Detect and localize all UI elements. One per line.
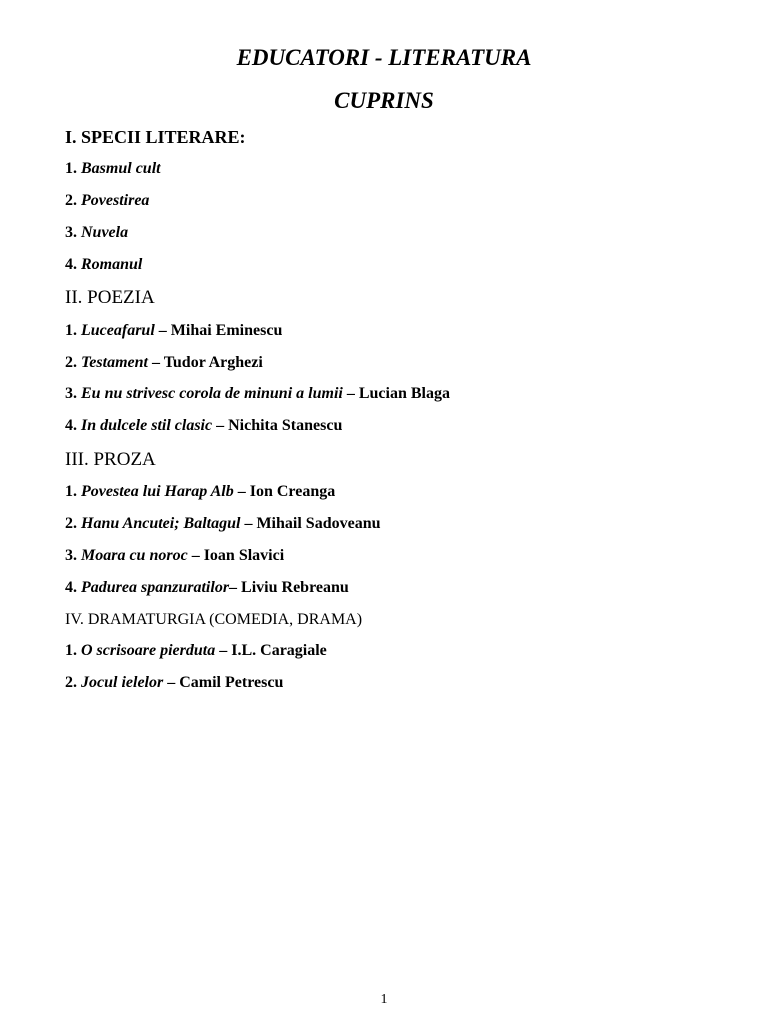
item-work: O scrisoare pierduta [81,642,216,659]
item-separator: – [147,354,164,371]
item-number: 4. [65,579,77,596]
item-work: Eu nu strivesc corola de minuni a lumii [81,385,343,402]
item-work: Povestirea [81,192,150,209]
item-author: Liviu Rebreanu [241,579,349,596]
item-number: 3. [65,224,77,241]
item-work: Jocul ielelor [81,674,164,691]
item-number: 2. [65,674,77,691]
section-heading-specii: I. SPECII LITERARE: [65,127,246,147]
item-separator: – [154,322,171,339]
item-work: Hanu Ancutei; Baltagul [81,515,241,532]
item-author: Ion Creanga [249,483,336,500]
item-author: I.L. Caragiale [231,642,327,659]
item-work: Povestea lui Harap Alb [81,483,234,500]
list-item [65,191,149,211]
item-author: Camil Petrescu [179,674,284,691]
item-number: 2. [65,354,77,371]
item-separator: – [240,515,257,532]
item-author: Tudor Arghezi [163,354,263,371]
list-item [65,353,263,373]
list-item [65,384,450,404]
list-item [65,673,283,693]
list-item [65,482,335,502]
item-separator: – [229,579,242,596]
item-number: 1. [65,642,77,659]
item-number: 4. [65,417,77,434]
item-number: 1. [65,160,77,177]
item-number: 1. [65,322,77,339]
section-heading-poezia: II. POEZIA [65,287,155,308]
item-number: 2. [65,192,77,209]
item-work: Padurea spanzuratilor [81,579,230,596]
item-separator: – [187,547,204,564]
item-author: Lucian Blaga [358,385,450,402]
item-separator: – [212,417,229,434]
item-separator: – [233,483,250,500]
list-item [65,578,349,598]
item-number: 4. [65,256,77,273]
item-work: Luceafarul [81,322,155,339]
list-item [65,255,142,275]
item-number: 3. [65,385,77,402]
item-work: Romanul [81,256,143,273]
list-item [65,321,282,341]
item-number: 2. [65,515,77,532]
section-heading-dramaturgia: IV. DRAMATURGIA (COMEDIA, DRAMA) [65,611,363,628]
item-author: Mihail Sadoveanu [256,515,381,532]
item-number: 1. [65,483,77,500]
item-author: Nichita Stanescu [228,417,343,434]
list-item [65,223,128,243]
list-item [65,416,342,436]
item-number: 3. [65,547,77,564]
list-item [65,159,161,179]
page-number: 1 [380,992,388,1007]
item-work: Nuvela [81,224,129,241]
list-item [65,514,380,534]
item-work: Basmul cult [81,160,161,177]
item-separator: – [342,385,359,402]
item-author: Mihai Eminescu [170,322,283,339]
item-separator: – [215,642,232,659]
item-author: Ioan Slavici [203,547,285,564]
list-item [65,641,327,661]
list-item [65,546,284,566]
item-work: In dulcele stil clasic [81,417,213,434]
section-heading-proza: III. PROZA [65,449,156,470]
document-title: EDUCATORI - LITERATURA [236,45,532,70]
item-work: Testament [81,354,148,371]
item-work: Moara cu noroc [81,547,188,564]
item-separator: – [163,674,180,691]
document-subtitle: CUPRINS [334,88,434,113]
